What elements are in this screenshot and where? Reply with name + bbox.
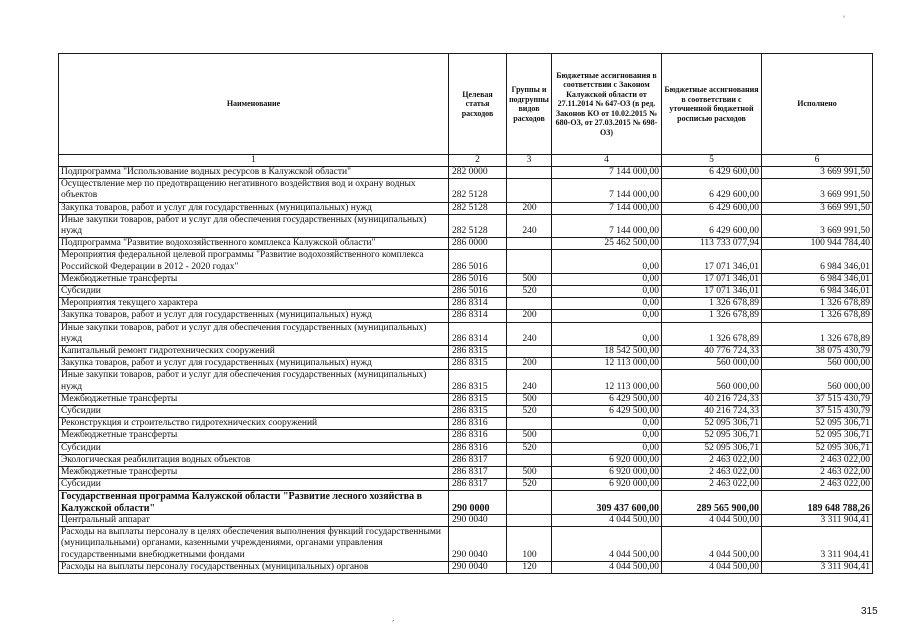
row-law-allocation: 12 113 000,00 — [552, 358, 662, 370]
row-executed: 6 984 346,01 — [762, 273, 873, 285]
row-target-article: 290 0040 — [449, 527, 507, 562]
row-updated-allocation: 52 095 306,71 — [662, 430, 762, 442]
row-expense-group — [507, 167, 552, 179]
row-expense-group: 500 — [507, 467, 552, 479]
row-expense-group: 200 — [507, 358, 552, 370]
row-name: Центральный аппарат — [59, 514, 449, 526]
row-name: Иные закупки товаров, работ и услуг для обеспечения государственных (муниципальных) нужд — [59, 322, 449, 345]
table-row — [59, 202, 873, 214]
row-name: Государственная программа Калужской области "Развитие лесного хозяйства в Калужской области" — [59, 491, 449, 514]
row-expense-group: 500 — [507, 393, 552, 405]
table-row — [59, 393, 873, 405]
row-name: Субсидии — [59, 479, 449, 491]
row-law-allocation: 4 044 500,00 — [552, 561, 662, 573]
row-expense-group: 520 — [507, 442, 552, 454]
row-target-article: 286 8315 — [449, 358, 507, 370]
table-row — [59, 418, 873, 430]
row-updated-allocation: 4 044 500,00 — [662, 561, 762, 573]
row-executed: 6 984 346,01 — [762, 286, 873, 298]
row-law-allocation: 18 542 500,00 — [552, 346, 662, 358]
row-executed: 100 944 784,40 — [762, 238, 873, 250]
row-target-article: 286 0000 — [449, 238, 507, 250]
row-name: Межбюджетные трансферты — [59, 430, 449, 442]
row-name: Закупка товаров, работ и услуг для государственных (муниципальных) нужд — [59, 358, 449, 370]
table-row — [59, 479, 873, 491]
row-law-allocation: 25 462 500,00 — [552, 238, 662, 250]
row-executed: 3 311 904,41 — [762, 514, 873, 526]
header-expense-groups: Группы и подгруппы видов расходов — [507, 54, 552, 155]
column-number: 4 — [552, 155, 662, 167]
row-target-article: 286 8314 — [449, 298, 507, 310]
row-executed: 2 463 022,00 — [762, 467, 873, 479]
table-row — [59, 310, 873, 322]
row-expense-group — [507, 250, 552, 273]
row-executed: 1 326 678,89 — [762, 310, 873, 322]
table-row — [59, 238, 873, 250]
table-row — [59, 561, 873, 573]
row-name: Межбюджетные трансферты — [59, 393, 449, 405]
row-law-allocation: 7 144 000,00 — [552, 167, 662, 179]
row-expense-group — [507, 179, 552, 202]
row-law-allocation: 6 920 000,00 — [552, 454, 662, 466]
header-executed: Исполнено — [762, 54, 873, 155]
row-law-allocation: 7 144 000,00 — [552, 214, 662, 237]
table-row — [59, 273, 873, 285]
row-updated-allocation: 40 216 724,33 — [662, 393, 762, 405]
row-expense-group: 240 — [507, 370, 552, 393]
row-updated-allocation: 52 095 306,71 — [662, 418, 762, 430]
row-updated-allocation: 1 326 678,89 — [662, 322, 762, 345]
row-target-article: 286 5016 — [449, 273, 507, 285]
header-row — [59, 54, 873, 155]
row-updated-allocation: 6 429 600,00 — [662, 167, 762, 179]
row-name: Осуществление мер по предотвращению негативного воздействия вод и охрану водных объектов — [59, 179, 449, 202]
row-executed: 52 095 306,71 — [762, 430, 873, 442]
margin-mark-top: ‘ — [843, 14, 845, 24]
row-expense-group: 200 — [507, 202, 552, 214]
table-body — [59, 167, 873, 574]
row-executed: 3 669 991,50 — [762, 167, 873, 179]
row-executed: 189 648 788,26 — [762, 491, 873, 514]
table-row — [59, 358, 873, 370]
row-target-article: 286 8315 — [449, 370, 507, 393]
margin-mark-bottom: ´ — [392, 619, 395, 629]
row-updated-allocation: 560 000,00 — [662, 370, 762, 393]
table-row — [59, 167, 873, 179]
column-number-row — [59, 155, 873, 167]
row-updated-allocation: 560 000,00 — [662, 358, 762, 370]
row-law-allocation: 0,00 — [552, 273, 662, 285]
row-law-allocation: 0,00 — [552, 250, 662, 273]
row-executed: 37 515 430,79 — [762, 393, 873, 405]
row-target-article: 282 5128 — [449, 202, 507, 214]
row-law-allocation: 0,00 — [552, 430, 662, 442]
row-executed: 3 669 991,50 — [762, 202, 873, 214]
row-target-article: 286 8316 — [449, 430, 507, 442]
row-name: Капитальный ремонт гидротехнических сооружений — [59, 346, 449, 358]
row-expense-group — [507, 238, 552, 250]
row-updated-allocation: 2 463 022,00 — [662, 479, 762, 491]
row-updated-allocation: 4 044 500,00 — [662, 527, 762, 562]
row-updated-allocation: 40 216 724,33 — [662, 406, 762, 418]
table-row — [59, 430, 873, 442]
row-law-allocation: 309 437 600,00 — [552, 491, 662, 514]
row-target-article: 290 0040 — [449, 561, 507, 573]
row-executed: 1 326 678,89 — [762, 322, 873, 345]
row-updated-allocation: 2 463 022,00 — [662, 454, 762, 466]
row-executed: 6 984 346,01 — [762, 250, 873, 273]
row-name: Субсидии — [59, 442, 449, 454]
row-updated-allocation: 52 095 306,71 — [662, 442, 762, 454]
row-target-article: 286 8317 — [449, 479, 507, 491]
row-law-allocation: 6 429 500,00 — [552, 393, 662, 405]
row-executed: 2 463 022,00 — [762, 479, 873, 491]
row-updated-allocation: 6 429 600,00 — [662, 179, 762, 202]
row-executed: 3 669 991,50 — [762, 214, 873, 237]
row-updated-allocation: 4 044 500,00 — [662, 514, 762, 526]
row-updated-allocation: 113 733 077,94 — [662, 238, 762, 250]
column-number: 3 — [507, 155, 552, 167]
row-name: Закупка товаров, работ и услуг для государственных (муниципальных) нужд — [59, 202, 449, 214]
row-name: Межбюджетные трансферты — [59, 273, 449, 285]
row-target-article: 286 8315 — [449, 406, 507, 418]
row-law-allocation: 0,00 — [552, 286, 662, 298]
row-expense-group: 500 — [507, 430, 552, 442]
row-updated-allocation: 17 071 346,01 — [662, 273, 762, 285]
row-expense-group: 100 — [507, 527, 552, 562]
row-updated-allocation: 6 429 600,00 — [662, 202, 762, 214]
row-executed: 3 669 991,50 — [762, 179, 873, 202]
row-target-article: 286 8315 — [449, 346, 507, 358]
row-updated-allocation: 1 326 678,89 — [662, 298, 762, 310]
table-row — [59, 214, 873, 237]
row-law-allocation: 7 144 000,00 — [552, 202, 662, 214]
column-number: 1 — [59, 155, 449, 167]
table-row — [59, 467, 873, 479]
table-row — [59, 527, 873, 562]
header-target-article: Целевая статья расходов — [449, 54, 507, 155]
row-name: Мероприятия текущего характера — [59, 298, 449, 310]
column-number: 2 — [449, 155, 507, 167]
row-law-allocation: 0,00 — [552, 322, 662, 345]
page-number: 315 — [861, 606, 878, 617]
row-law-allocation: 0,00 — [552, 310, 662, 322]
row-target-article: 282 5128 — [449, 214, 507, 237]
row-executed: 3 311 904,41 — [762, 527, 873, 562]
row-name: Иные закупки товаров, работ и услуг для обеспечения государственных (муниципальных) нужд — [59, 214, 449, 237]
row-expense-group — [507, 418, 552, 430]
header-law-allocations: Бюджетные ассигнования в соответствии с Законом Калужской области от 27.11.2014 № 647-ОЗ (в ред. Законов КО от 10.02.2015 № 680-ОЗ, от 27.03.2015 № 698-ОЗ) — [552, 54, 662, 155]
row-name: Субсидии — [59, 406, 449, 418]
row-name: Межбюджетные трансферты — [59, 467, 449, 479]
row-name: Реконструкция и строительство гидротехнических сооружений — [59, 418, 449, 430]
row-target-article: 282 5128 — [449, 179, 507, 202]
row-law-allocation: 12 113 000,00 — [552, 370, 662, 393]
row-target-article: 286 8316 — [449, 418, 507, 430]
column-number: 5 — [662, 155, 762, 167]
table-row — [59, 346, 873, 358]
row-updated-allocation: 17 071 346,01 — [662, 250, 762, 273]
row-executed: 560 000,00 — [762, 370, 873, 393]
row-executed: 52 095 306,71 — [762, 442, 873, 454]
row-expense-group: 520 — [507, 286, 552, 298]
row-name: Экологическая реабилитация водных объектов — [59, 454, 449, 466]
row-name: Расходы на выплаты персоналу государственных (муниципальных) органов — [59, 561, 449, 573]
row-law-allocation: 0,00 — [552, 442, 662, 454]
budget-table — [58, 53, 873, 574]
row-updated-allocation: 17 071 346,01 — [662, 286, 762, 298]
row-executed: 2 463 022,00 — [762, 454, 873, 466]
row-target-article: 286 8317 — [449, 467, 507, 479]
row-expense-group — [507, 454, 552, 466]
row-law-allocation: 4 044 500,00 — [552, 527, 662, 562]
row-expense-group: 200 — [507, 310, 552, 322]
table-row — [59, 370, 873, 393]
row-name: Закупка товаров, работ и услуг для государственных (муниципальных) нужд — [59, 310, 449, 322]
row-expense-group — [507, 298, 552, 310]
row-law-allocation: 6 429 500,00 — [552, 406, 662, 418]
row-target-article: 290 0000 — [449, 491, 507, 514]
row-target-article: 286 8317 — [449, 454, 507, 466]
row-expense-group: 120 — [507, 561, 552, 573]
row-target-article: 282 0000 — [449, 167, 507, 179]
row-updated-allocation: 2 463 022,00 — [662, 467, 762, 479]
row-expense-group — [507, 491, 552, 514]
table-row — [59, 286, 873, 298]
row-updated-allocation: 40 776 724,33 — [662, 346, 762, 358]
row-expense-group — [507, 514, 552, 526]
row-expense-group — [507, 346, 552, 358]
row-law-allocation: 0,00 — [552, 298, 662, 310]
row-law-allocation: 6 920 000,00 — [552, 467, 662, 479]
table-row — [59, 514, 873, 526]
row-target-article: 286 5016 — [449, 286, 507, 298]
row-name: Подпрограмма "Развитие водохозяйственного комплекса Калужской области" — [59, 238, 449, 250]
row-name: Мероприятия федеральной целевой программы "Развитие водохозяйственного комплекса Российской Федерации в 2012 - 2020 годах" — [59, 250, 449, 273]
row-law-allocation: 0,00 — [552, 418, 662, 430]
table-row — [59, 454, 873, 466]
row-law-allocation: 4 044 500,00 — [552, 514, 662, 526]
row-executed: 52 095 306,71 — [762, 418, 873, 430]
table-row — [59, 406, 873, 418]
row-target-article: 286 8315 — [449, 393, 507, 405]
row-target-article: 286 8314 — [449, 310, 507, 322]
row-target-article: 286 8314 — [449, 322, 507, 345]
row-executed: 1 326 678,89 — [762, 298, 873, 310]
row-expense-group: 520 — [507, 406, 552, 418]
row-updated-allocation: 1 326 678,89 — [662, 310, 762, 322]
row-name: Расходы на выплаты персоналу в целях обеспечения выполнения функций государственными (муниципальными) органами, казенными учреждениями, органами управления государственными внебюджетными фондами — [59, 527, 449, 562]
row-target-article: 286 8316 — [449, 442, 507, 454]
table-row — [59, 442, 873, 454]
row-updated-allocation: 289 565 900,00 — [662, 491, 762, 514]
column-number: 6 — [762, 155, 873, 167]
row-updated-allocation: 6 429 600,00 — [662, 214, 762, 237]
row-law-allocation: 6 920 000,00 — [552, 479, 662, 491]
row-executed: 3 311 904,41 — [762, 561, 873, 573]
row-executed: 560 000,00 — [762, 358, 873, 370]
table-row — [59, 491, 873, 514]
row-expense-group: 240 — [507, 214, 552, 237]
header-updated-allocations: Бюджетные ассигнования в соответствии с уточненной бюджетной росписью расходов — [662, 54, 762, 155]
row-target-article: 290 0040 — [449, 514, 507, 526]
table-row — [59, 250, 873, 273]
row-executed: 38 075 430,79 — [762, 346, 873, 358]
row-expense-group: 520 — [507, 479, 552, 491]
row-name: Субсидии — [59, 286, 449, 298]
row-expense-group: 240 — [507, 322, 552, 345]
table-row — [59, 179, 873, 202]
row-target-article: 286 5016 — [449, 250, 507, 273]
row-expense-group: 500 — [507, 273, 552, 285]
table-row — [59, 298, 873, 310]
header-name: Наименование — [59, 54, 449, 155]
row-executed: 37 515 430,79 — [762, 406, 873, 418]
row-law-allocation: 7 144 000,00 — [552, 179, 662, 202]
table-row — [59, 322, 873, 345]
row-name: Подпрограмма "Использование водных ресурсов в Калужской области" — [59, 167, 449, 179]
row-name: Иные закупки товаров, работ и услуг для обеспечения государственных (муниципальных) нужд — [59, 370, 449, 393]
